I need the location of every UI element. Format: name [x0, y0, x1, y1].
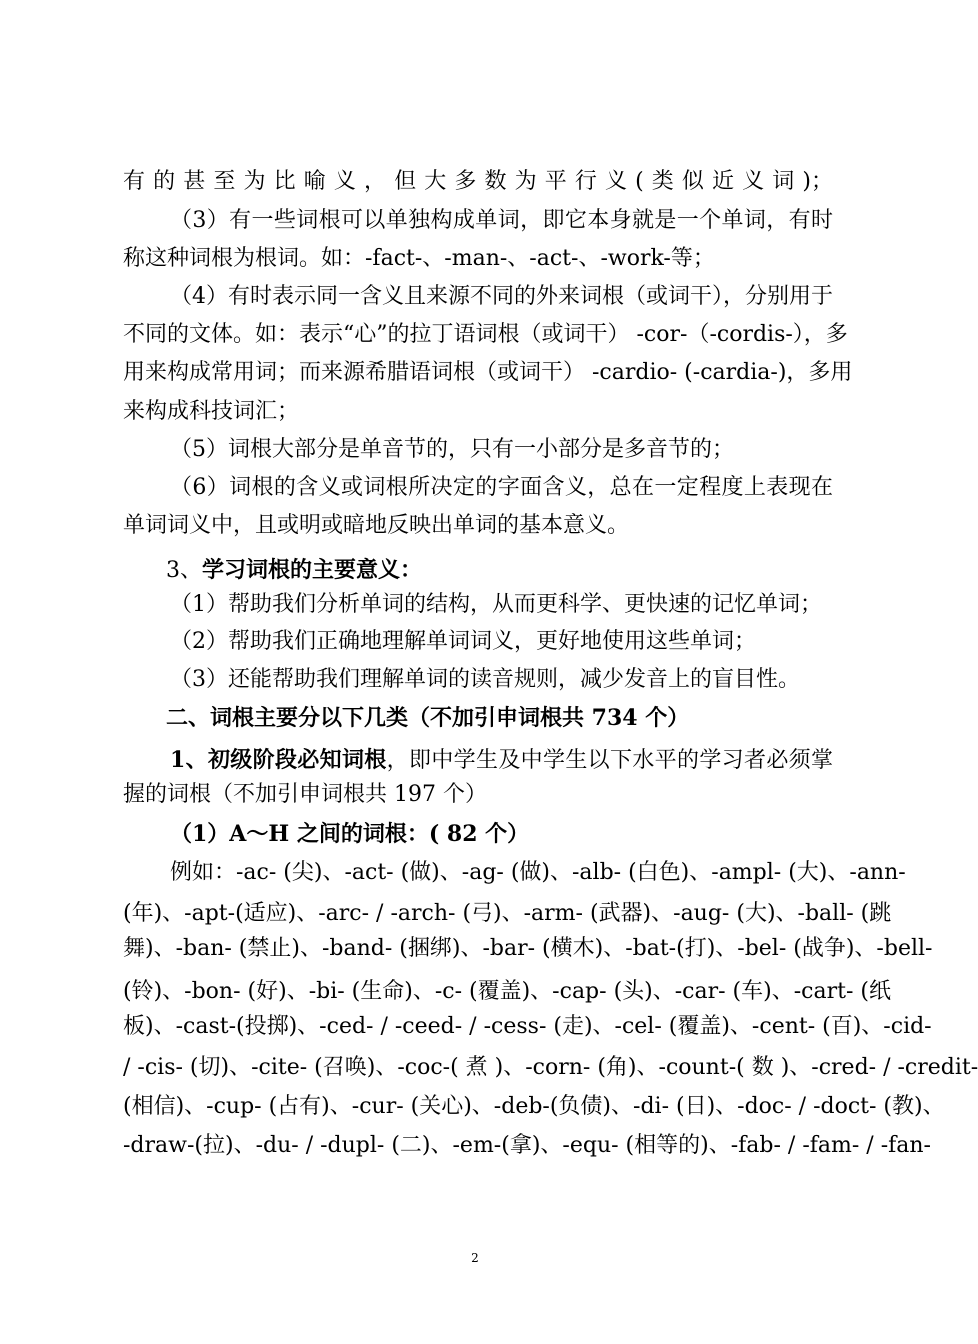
body-line: (相信)、-cup- (占有)、-cur- (关心)、-deb-(负债)、-di- (日)、-doc- / -doct- (教)、 — [123, 1094, 945, 1119]
body-line: （5）词根大部分是单音节的，只有一小部分是多音节的； — [170, 437, 734, 462]
body-line: (年)、-apt-(适应)、-arc- / -arch- (弓)、-arm- (武器)、-aug- (大)、-ball- (跳 — [123, 901, 892, 926]
list-item: （1）帮助我们分析单词的结构，从而更科学、更快速的记忆单词； — [170, 592, 822, 617]
heading-number: 3、 — [166, 558, 202, 583]
body-line: / -cis- (切)、-cite- (召唤)、-coc-( 煮 )、-corn- (角)、-count-( 数 )、-cred- / -credit- — [123, 1055, 978, 1080]
body-line: 单词词义中，且或明或暗地反映出单词的基本意义。 — [123, 513, 630, 538]
list-item: （2）帮助我们正确地理解单词词义，更好地使用这些单词； — [170, 629, 756, 654]
body-line: 板)、-cast-(投掷)、-ced- / -ceed- / -cess- (走)、-cel- (覆盖)、-cent- (百)、-cid- — [123, 1014, 932, 1039]
subsection-heading: （1）A～H 之间的词根：( 82 个） — [170, 821, 530, 847]
body-line: 有的甚至为比喻义，但大多数为平行义(类似近义词)； — [123, 169, 833, 194]
section-heading: 二、词根主要分以下几类（不加引申词根共 734 个） — [166, 705, 690, 731]
body-line: -draw-(拉)、-du- / -dupl- (二)、-em-(拿)、-equ- (相等的)、-fab- / -fam- / -fan- — [123, 1133, 931, 1158]
body-text: ，即中学生及中学生以下水平的学习者必须掌 — [386, 748, 833, 773]
list-item: （3）还能帮助我们理解单词的读音规则，减少发音上的盲目性。 — [170, 667, 800, 692]
body-line — [170, 745, 833, 776]
section-heading — [166, 555, 833, 586]
page-number: 2 — [471, 1251, 479, 1265]
body-line: （6）词根的含义或词根所决定的字面含义，总在一定程度上表现在 — [170, 475, 833, 500]
body-line: 舞)、-ban- (禁止)、-band- (捆绑)、-bar- (横木)、-bat-(打)、-bel- (战争)、-bell- — [123, 936, 933, 961]
body-line: 来构成科技词汇； — [123, 399, 300, 424]
body-line: 用来构成常用词；而来源希腊语词根（或词干） -cardio- (-cardia-)，多用 — [123, 360, 853, 385]
body-line: （3）有一些词根可以单独构成单词，即它本身就是一个单词，有时 — [170, 208, 833, 233]
body-line: 例如：-ac- (尖)、-act- (做)、-ag- (做)、-alb- (白色)、-ampl- (大)、-ann- — [170, 860, 906, 885]
body-line: （4）有时表示同一含义且来源不同的外来词根（或词干），分别用于 — [170, 284, 833, 309]
body-line: 不同的文体。如：表示“心”的拉丁语词根（或词干） -cor-（-cordis-），多 — [123, 322, 848, 347]
body-line: 握的词根（不加引申词根共 197 个） — [123, 782, 487, 807]
heading-text: 学习词根的主要意义： — [202, 557, 423, 583]
emphasis-text: 1、初级阶段必知词根 — [170, 747, 387, 773]
body-line: 称这种词根为根词。如：-fact-、-man-、-act-、-work-等； — [123, 246, 715, 271]
body-line: (铃)、-bon- (好)、-bi- (生命)、-c- (覆盖)、-cap- (头)、-car- (车)、-cart- (纸 — [123, 979, 891, 1004]
